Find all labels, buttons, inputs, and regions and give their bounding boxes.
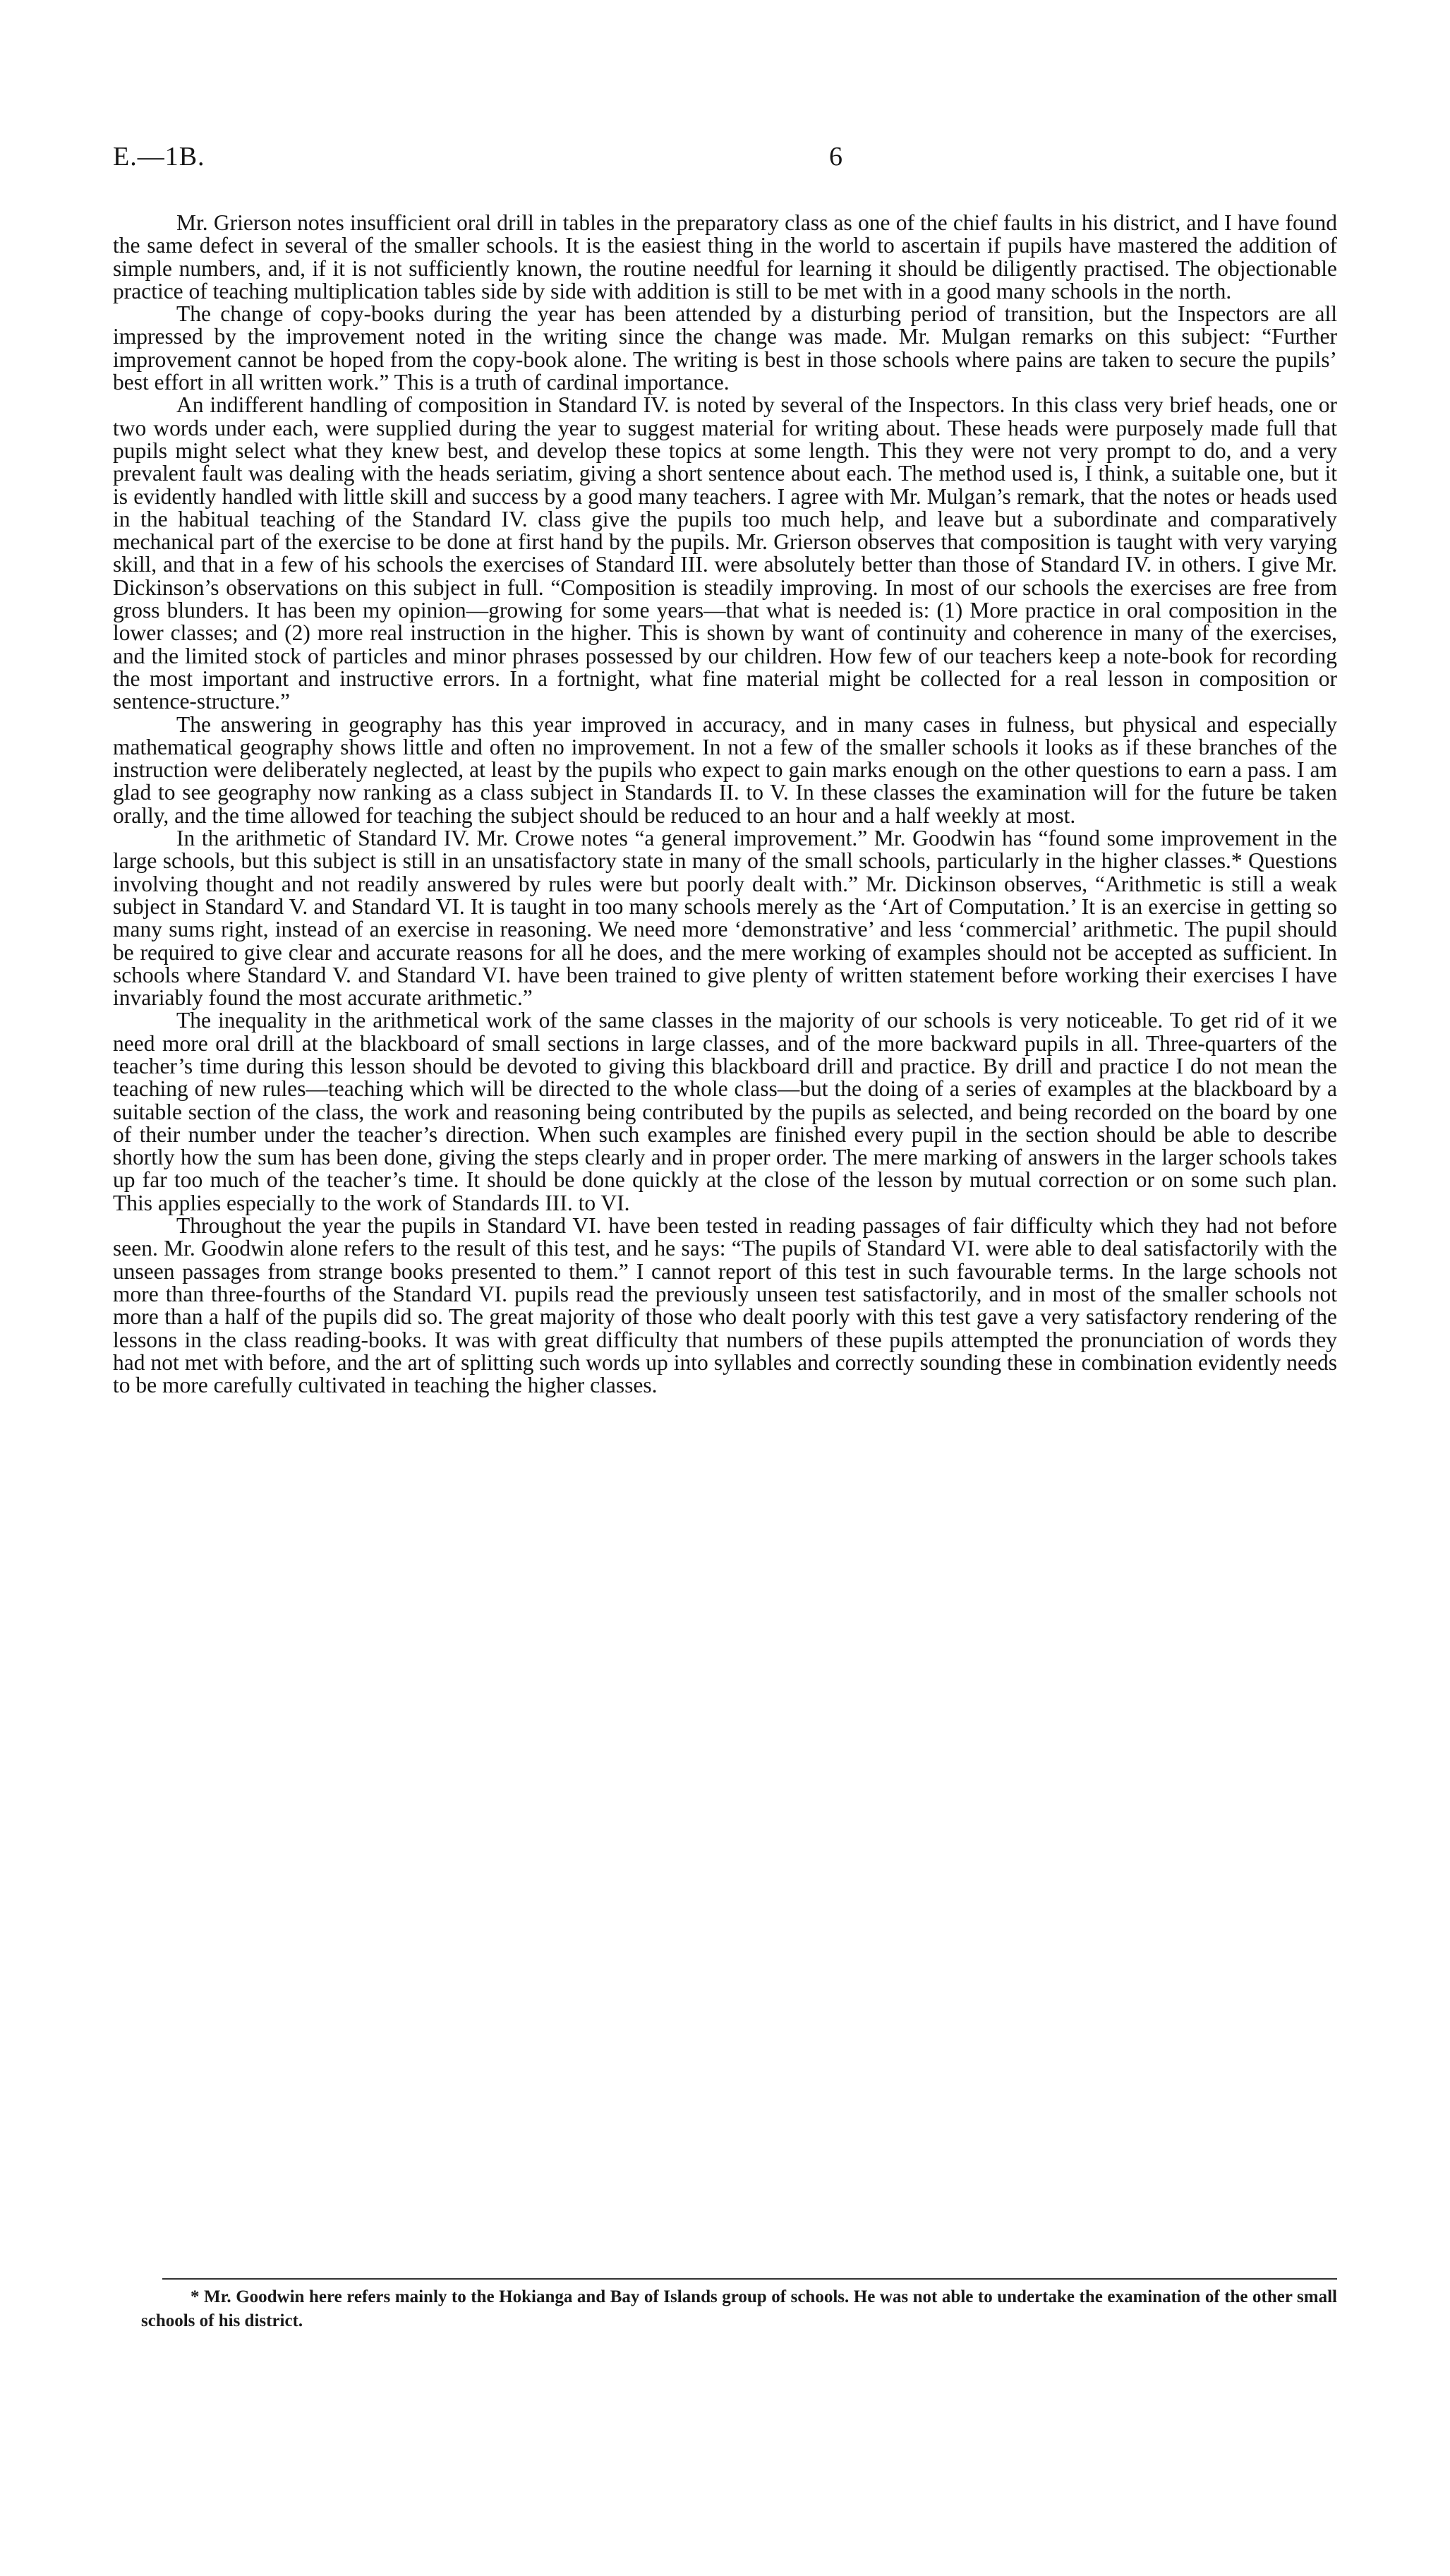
paragraph-arithmetic-inequality: The inequality in the arithmetical work of the same classes in the majority of our schools is very noticeable. To get rid of it we need more oral drill at the blackboard of small sections in large classes, and of the more backward pupils in all. Three-quarters of the teacher’s time during this lesson should be devoted to giving this blackboard drill and practice. By drill and practice I do not mean the teaching of new rules—teaching which will be directed to the whole class—but the doing of a series of examples at the blackboard by a suitable section of the class, the work and reasoning being contributed by the pupils as selected, and being recorded on the board by one of their number under the teacher’s direction. When such examples are finished every pupil in the section should be able to describe shortly how the sum has been done, giving the steps clearly and in proper order. The mere marking of answers in the larger schools takes up far too much of the teacher’s time. It should be done quickly at the close of the lesson by mutual correction or on some such plan. This applies especially to the work of Standards III. to VI. <box>113 1008 1337 1215</box>
paragraph-arithmetic: In the arithmetic of Standard IV. Mr. Crowe notes “a general improvement.” Mr. Goodwin has “found some improvement in the large schools, but this subject is still in an unsatisfactory state in many of the small schools, particularly in the higher classes.* Questions involving thought and not readily answered by rules were but poorly dealt with.” Mr. Dickinson observes, “Arithmetic is still a weak subject in Standard V. and Standard VI. It is taught in too many schools merely as the ‘Art of Computation.’ It is an exercise in getting so many sums right, instead of an exercise in reasoning. We need more ‘demonstrative’ and less ‘commercial’ arithmetic. The pupil should be required to give clear and accurate reasons for all he does, and the mere working of examples should not be accepted as sufficient. In schools where Standard V. and Standard VI. have been trained to give plenty of written statement before working their exercises I have invariably found the most accurate arithmetic.” <box>113 826 1337 1011</box>
paragraph-geography: The answering in geography has this year improved in accuracy, and in many cases in fulness, but physical and especially mathematical geography shows little and often no improvement. In not a few of the smaller schools it looks as if these branches of the instruction were deliberately neglected, at least by the pupils who expect to gain marks enough on the other questions to earn a pass. I am glad to see geography now ranking as a class subject in Standards II. to V. In these classes the examination will for the future be taken orally, and the time allowed for teaching the subject should be reduced to an hour and a half weekly at most. <box>113 711 1337 828</box>
paragraph-copy-books: The change of copy-books during the year has been attended by a disturbing period of transition, but the Inspectors are all impressed by the improvement noted in the writing since the change was made. Mr. Mulgan remarks on this subject: “Further improvement cannot be hoped from the copy-book alone. The writing is best in those schools where pains are taken to secure the pupils’ best effort in all written work.” This is a truth of cardinal importance. <box>113 301 1337 395</box>
page-number: 6 <box>829 142 842 171</box>
paragraph-oral-drill-tables: Mr. Grierson notes insufficient oral drill in tables in the preparatory class as one of the chief faults in his district, and I have found the same defect in several of the smaller schools. It is the easiest thing in the world to ascertain if pupils have mastered the addition of simple numbers, and, if it is not sufficiently known, the routine needful for learning it should be diligently practised. The objectionable practice of teaching multiplication tables side by side with addition is still to be met with in a good many schools in the north. <box>113 210 1337 303</box>
page-header <box>113 141 1337 183</box>
footnote: * Mr. Goodwin here refers mainly to the Hokianga and Bay of Islands group of schools. He was not able to undertake the examination of the other small schools of his district. <box>141 2287 1337 2330</box>
footnote-divider <box>162 2278 1337 2280</box>
document-reference: E.—1B. <box>113 142 205 171</box>
body-text <box>113 212 1337 1397</box>
paragraph-reading-test: Throughout the year the pupils in Standard VI. have been tested in reading passages of fair difficulty which they had not before seen. Mr. Goodwin alone refers to the result of this test, and he says: “The pupils of Standard VI. were able to deal satisfactorily with the unseen passages from strange books presented to them.” I cannot report of this test in such favourable terms. In the large schools not more than three-fourths of the Standard VI. pupils read the previously unseen test satisfactorily, and in most of the smaller schools not more than a half of the pupils did so. The great majority of those who dealt poorly with this test gave a very satisfactory rendering of the lessons in the class reading-books. It was with great difficulty that numbers of these pupils attempted the pronunciation of words they had not met with before, and the art of splitting such words up into syllables and correctly sounding these in combination evidently needs to be more carefully cultivated in teaching the higher classes. <box>113 1213 1337 1398</box>
paragraph-composition: An indifferent handling of composition in Standard IV. is noted by several of the Inspectors. In this class very brief heads, one or two words under each, were supplied during the year to suggest material for writing about. These heads were purposely made full that pupils might select what they knew best, and develop these topics at some length. This they were not very prompt to do, and a very prevalent fault was dealing with the heads seriatim, giving a short sentence about each. The method used is, I think, a suitable one, but it is evidently handled with little skill and success by a good many teachers. I agree with Mr. Mulgan’s remark, that the notes or heads used in the habitual teaching of the Standard IV. class give the pupils too much help, and leave but a subordinate and comparatively mechanical part of the exercise to be done at first hand by the pupils. Mr. Grierson observes that composition is taught with very varying skill, and that in a few of his schools the exercises of Standard III. were absolutely better than those of Standard IV. in others. I give Mr. Dickinson’s observations on this subject in full. “Composition is steadily improving. In most of our schools the exercises are free from gross blunders. It has been my opinion—growing for some years—that what is needed is: (1) More practice in oral composition in the lower classes; and (2) more real instruction in the higher. This is shown by want of continuity and coherence in many of the exercises, and the limited stock of particles and minor phrases possessed by our children. How few of our teachers keep a note-book for recording the most important and instructive errors. In a fortnight, what fine material might be collected for a real lesson in composition or sentence-structure.” <box>113 392 1337 714</box>
